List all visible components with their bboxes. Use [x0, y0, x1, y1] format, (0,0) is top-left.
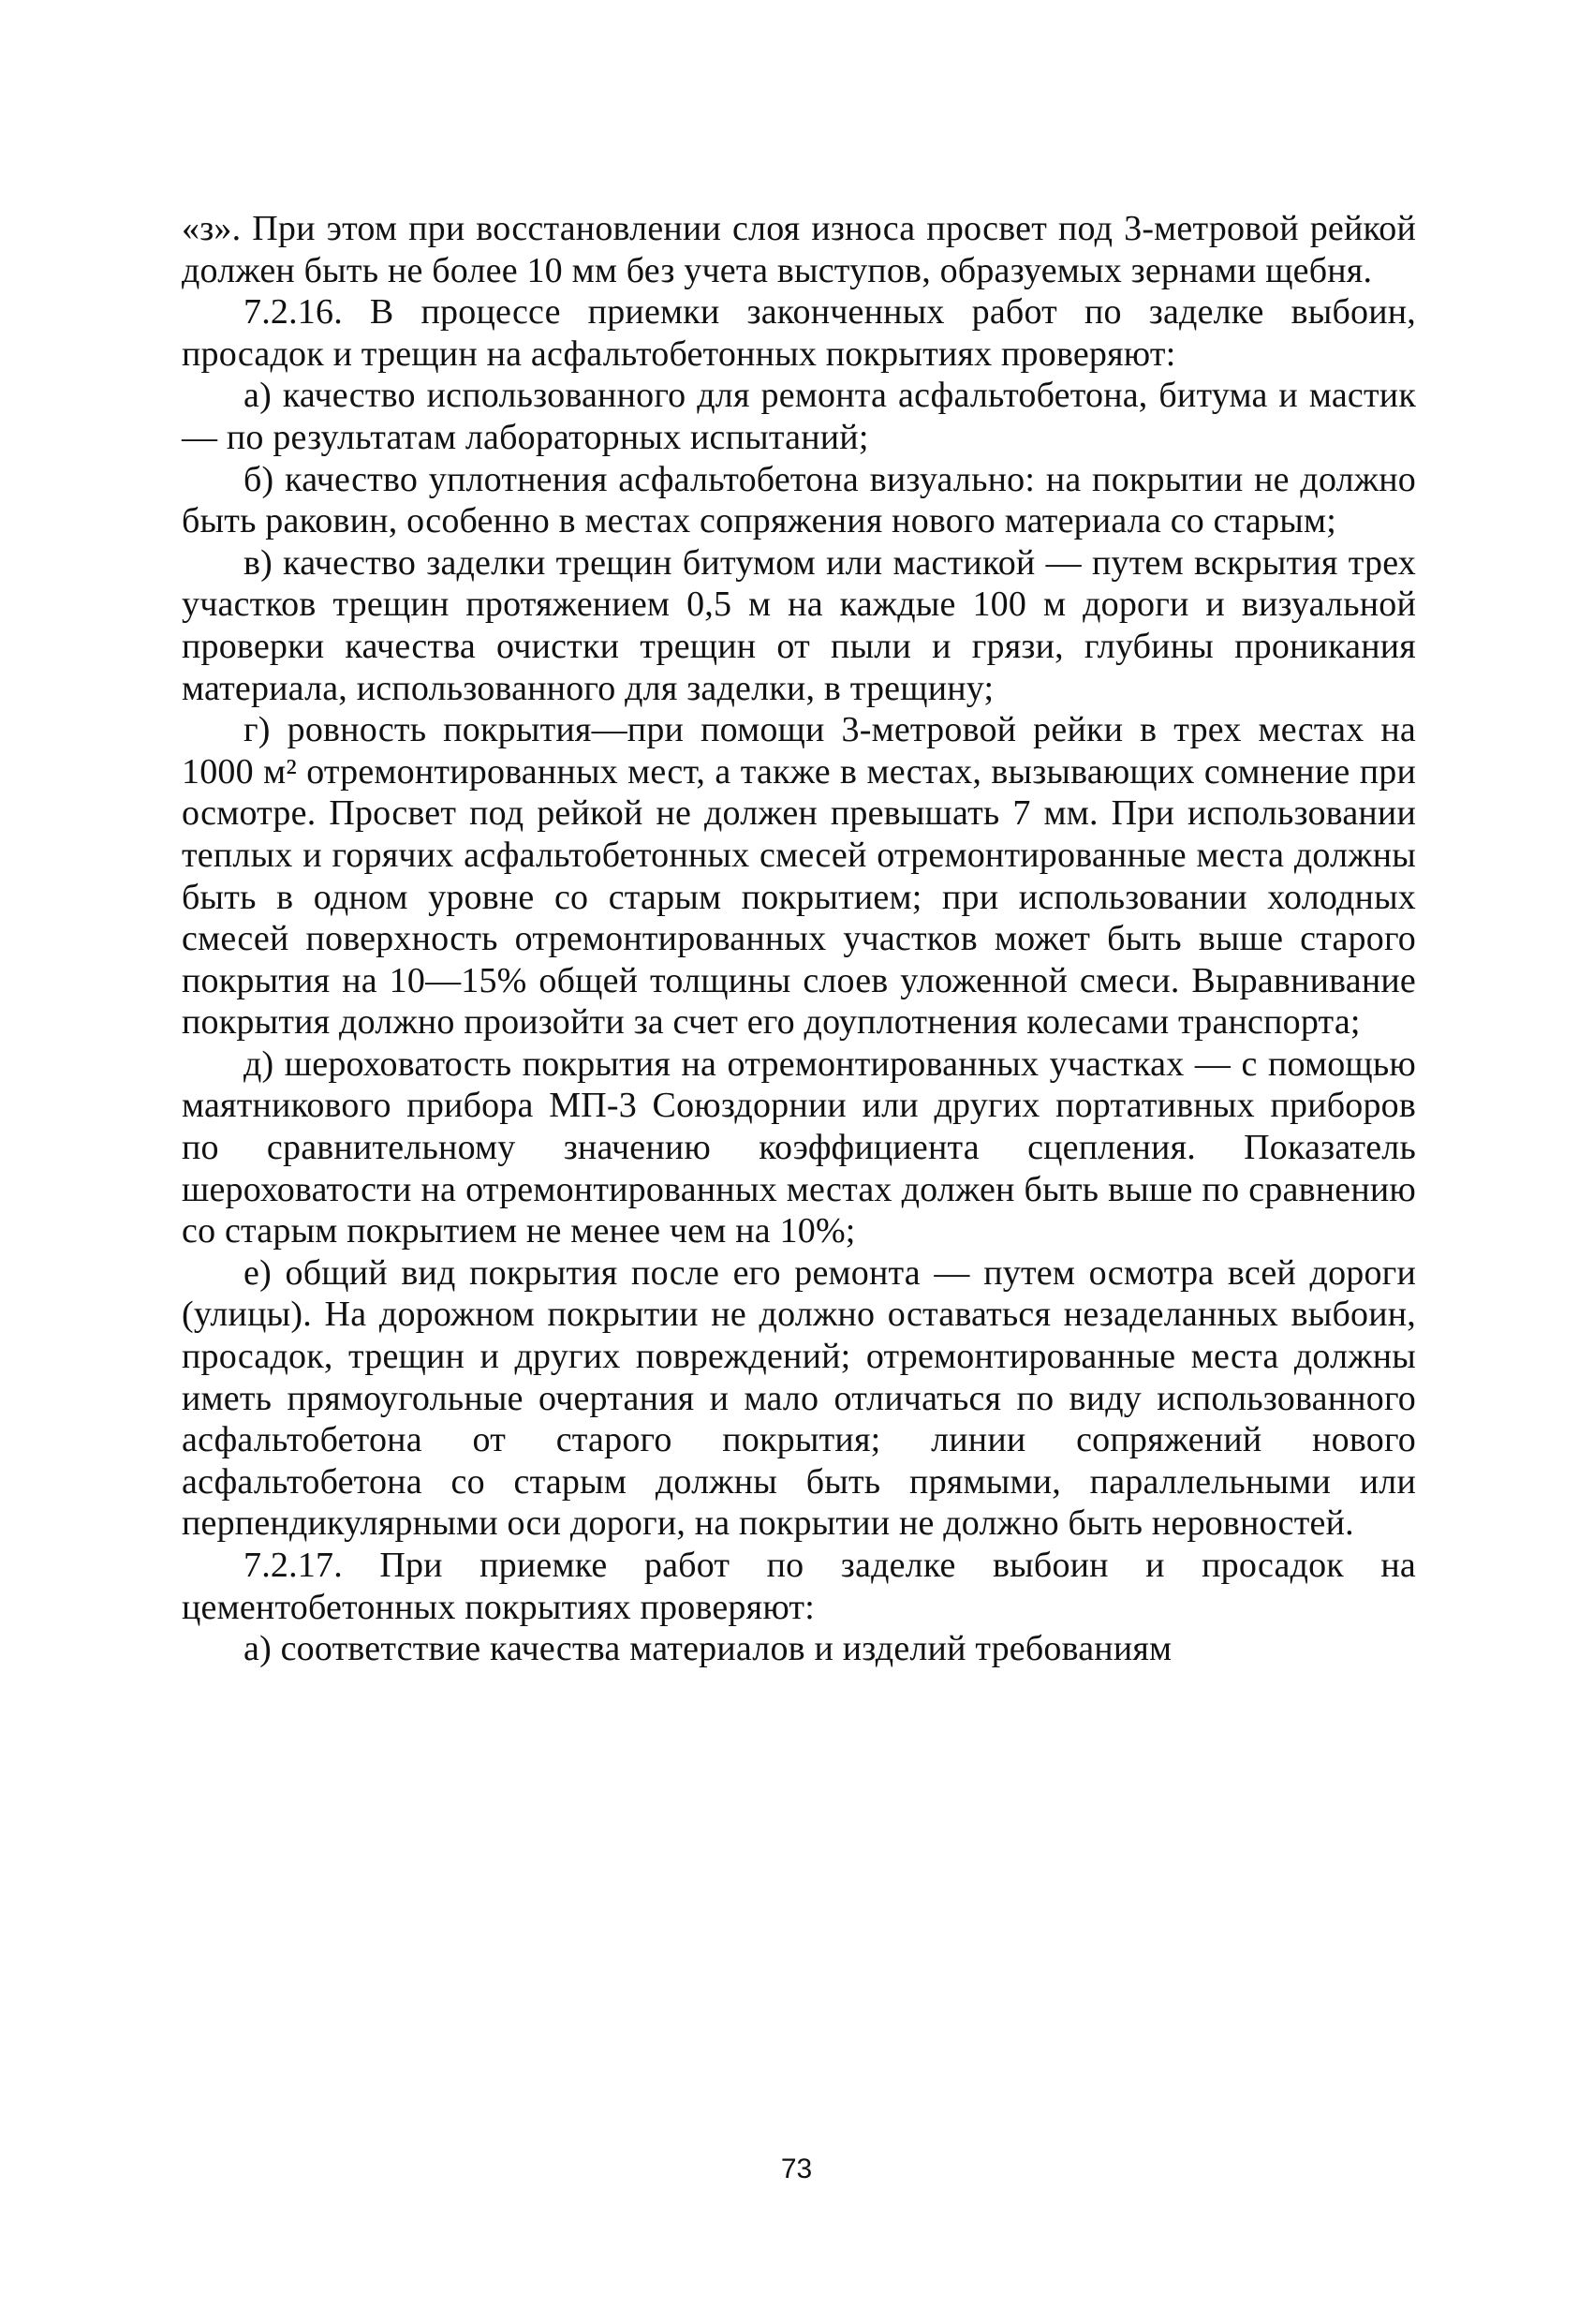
list-item-e: е) общий вид покрытия после его ремонта — путем осмотра всей дороги (улицы). На дорожном покрытии не должно оставаться незаделанных выбоин, просадок, трещин и других повреждений; отремонтированные места должны иметь прямоугольные очертания и мало отличаться по виду использованного асфальтобетона от старого покрытия; линии сопряжений нового асфальтобетона со старым должны быть прямыми, параллельными или перпендикулярными оси дороги, на покрытии не должно быть неровностей.	[182, 1252, 1416, 1544]
paragraph-continuation: «з». При этом при восстановлении слоя износа просвет под 3-метровой рейкой должен быть не более 10 мм без учета выступов, образуемых зернами щебня.	[182, 209, 1416, 290]
page-number: 73	[780, 2154, 813, 2184]
list-item-b: б) качество уплотнения асфальтобетона визуально: на покрытии не должно быть раковин, особенно в местах сопряжения нового материала со старым;	[182, 459, 1416, 541]
list-item-a: а) качество использованного для ремонта асфальтобетона, битума и мастик — по результатам лабораторных испытаний;	[182, 376, 1416, 457]
list-item-d: д) шероховатость покрытия на отремонтированных участках — с помощью маятникового прибора МП-3 Союздорнии или других портативных приборов по сравнительному значению коэффициента сцепления. Показатель шероховатости на отремонтированных местах должен быть выше по сравнению со старым покрытием не менее чем на 10%;	[182, 1044, 1416, 1251]
list-item-a-2: а) соответствие качества материалов и изделий требованиям	[243, 1629, 1173, 1669]
body-text	[182, 208, 1416, 1670]
paragraph-7-2-16: 7.2.16. В процессе приемки законченных работ по заделке выбоин, просадок и трещин на асфальтобетонных покрытиях проверяют:	[182, 292, 1416, 374]
paragraph-7-2-17: 7.2.17. При приемке работ по заделке выбоин и просадок на цементобетонных покрытиях проверяют:	[182, 1546, 1416, 1627]
list-item-g: г) ровность покрытия—при помощи 3-метровой рейки в трех местах на 1000 м² отремонтированных мест, а также в местах, вызывающих сомнение при осмотре. Просвет под рейкой не должен превышать 7 мм. При использовании теплых и горячих асфальтобетонных смесей отремонтированные места должны быть в одном уровне со старым покрытием; при использовании холодных смесей поверхность отремонтированных участков может быть выше старого покрытия на 10—15% общей толщины слоев уложенной смеси. Выравнивание покрытия должно произойти за счет его доуплотнения колесами транспорта;	[182, 710, 1416, 1043]
list-item-v: в) качество заделки трещин битумом или мастикой — путем вскрытия трех участков трещин протяжением 0,5 м на каждые 100 м дороги и визуальной проверки качества очистки трещин от пыли и грязи, глубины проникания материала, использованного для заделки, в трещину;	[182, 542, 1416, 708]
